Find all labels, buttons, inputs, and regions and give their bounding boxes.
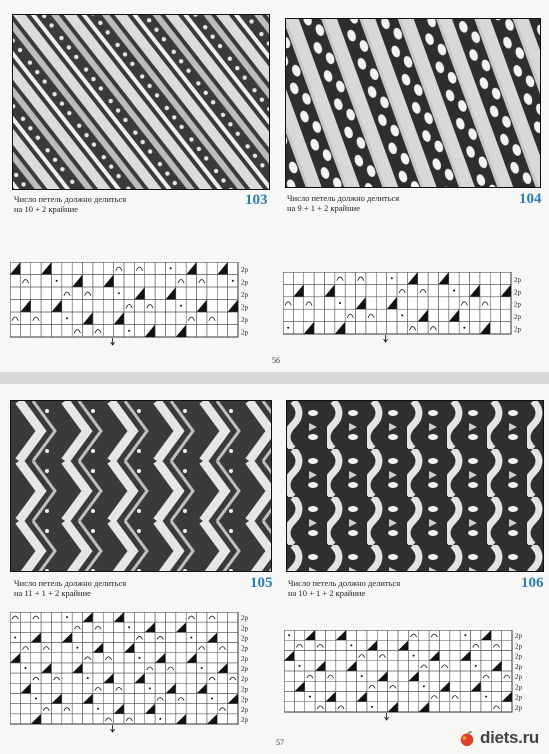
repeat-arrow-icon — [385, 713, 389, 720]
dot-symbol — [485, 696, 487, 698]
watermark-logo — [458, 728, 539, 748]
dot-symbol — [401, 314, 403, 316]
pattern-103-grid — [10, 262, 260, 347]
dot-symbol — [232, 280, 234, 282]
dot-symbol — [287, 327, 289, 329]
repeat-arrow-icon — [111, 338, 115, 345]
repeat-arrow-icon — [384, 335, 388, 342]
row-label: 2р — [241, 675, 248, 684]
pattern-105-photo — [10, 400, 272, 572]
page-divider — [0, 372, 549, 384]
dot-symbol — [128, 330, 130, 332]
row-label: 2р — [241, 624, 248, 633]
pattern-105-caption — [14, 578, 214, 598]
dot-symbol — [14, 636, 16, 638]
pattern-105-chart — [10, 612, 260, 734]
caption-line: на 10 + 2 крайние — [14, 204, 78, 214]
dot-symbol — [149, 687, 151, 689]
row-label: 2р — [515, 703, 522, 712]
dot-symbol — [309, 696, 311, 698]
dot-symbol — [118, 292, 120, 294]
dot-symbol — [475, 665, 477, 667]
page-number-bottom: 57 — [276, 738, 284, 747]
dot-symbol — [128, 626, 130, 628]
row-label: 2р — [515, 662, 522, 671]
dot-symbol — [139, 657, 141, 659]
repeat-arrow-icon — [111, 725, 115, 732]
apple-icon — [458, 729, 476, 747]
dot-symbol — [211, 698, 213, 700]
dot-symbol — [97, 708, 99, 710]
dot-symbol — [170, 267, 172, 269]
caption-line: Число петель должно делиться — [287, 193, 400, 203]
row-label: 2р — [514, 313, 521, 322]
row-label: 2р — [514, 300, 521, 309]
row-label: 2р — [241, 695, 248, 704]
pattern-106-caption — [288, 578, 488, 598]
pattern-105-zigzag-lace — [11, 401, 272, 572]
row-label: 2р — [241, 316, 248, 324]
dot-symbol — [453, 290, 455, 292]
caption-line: Число петель должно делиться — [288, 578, 401, 588]
row-label: 2р — [241, 634, 248, 643]
dot-symbol — [56, 280, 58, 282]
pattern-104-caption — [287, 193, 487, 213]
pattern-103-number: 103 — [245, 192, 268, 208]
pattern-104-grid — [283, 272, 533, 344]
pattern-103-photo — [12, 14, 270, 190]
row-label: 2р — [241, 705, 248, 714]
dot-symbol — [350, 644, 352, 646]
pattern-103-chart — [10, 262, 260, 347]
dot-symbol — [180, 305, 182, 307]
row-label: 2р — [241, 665, 248, 674]
pattern-104-number: 104 — [519, 191, 542, 207]
pattern-106-grid — [284, 630, 534, 722]
dot-symbol — [87, 677, 89, 679]
row-label: 2р — [515, 673, 522, 682]
dot-symbol — [391, 277, 393, 279]
pattern-105-number: 105 — [250, 575, 273, 591]
dot-symbol — [288, 634, 290, 636]
caption-line: на 11 + 1 + 2 крайние — [14, 588, 91, 598]
row-label: 2р — [515, 652, 522, 661]
row-label: 2р — [514, 288, 521, 297]
row-label: 2р — [241, 715, 248, 724]
caption-line: на 10 + 1 + 2 крайние — [288, 588, 366, 598]
dot-symbol — [76, 647, 78, 649]
row-label: 2р — [241, 291, 248, 299]
dot-symbol — [361, 675, 363, 677]
dot-symbol — [159, 718, 161, 720]
dot-symbol — [371, 706, 373, 708]
pattern-104-leaf-lace — [286, 19, 541, 188]
caption-line: на 9 + 1 + 2 крайние — [287, 203, 360, 213]
dot-symbol — [464, 634, 466, 636]
dot-symbol — [66, 616, 68, 618]
row-label: 2р — [514, 325, 521, 334]
row-label: 2р — [515, 632, 522, 641]
dot-symbol — [25, 667, 27, 669]
row-label: 2р — [514, 275, 521, 284]
dot-symbol — [413, 655, 415, 657]
row-label: 2р — [515, 693, 522, 702]
dot-symbol — [190, 636, 192, 638]
row-label: 2р — [241, 328, 248, 337]
dot-symbol — [66, 317, 68, 319]
pattern-106-photo — [286, 400, 544, 572]
pattern-106-chart — [284, 630, 534, 722]
row-label: 2р — [241, 654, 248, 663]
row-label: 2р — [241, 644, 248, 653]
row-label: 2р — [241, 303, 248, 312]
pattern-106-number: 106 — [521, 575, 544, 591]
page-number-top: 56 — [272, 356, 280, 365]
pattern-105-grid — [10, 612, 260, 734]
pattern-106-wave-lace — [287, 401, 544, 572]
row-label: 2р — [241, 614, 248, 623]
dot-symbol — [35, 698, 37, 700]
watermark-text: diets.ru — [479, 728, 539, 747]
caption-line: Число петель должно делиться — [14, 578, 127, 588]
row-label: 2р — [515, 642, 522, 651]
pattern-104-chart — [283, 272, 533, 344]
caption-line: Число петель должно делиться — [14, 194, 127, 204]
pattern-103-diagonal-lace — [13, 15, 270, 190]
row-label: 2р — [515, 683, 522, 692]
dot-symbol — [423, 685, 425, 687]
row-label: 2р — [241, 266, 248, 274]
dot-symbol — [339, 302, 341, 304]
row-label: 2р — [241, 278, 248, 287]
dot-symbol — [299, 665, 301, 667]
row-label: 2р — [241, 685, 248, 694]
pattern-103-caption — [14, 194, 214, 214]
dot-symbol — [463, 327, 465, 329]
pattern-104-photo — [285, 18, 541, 188]
dot-symbol — [201, 667, 203, 669]
